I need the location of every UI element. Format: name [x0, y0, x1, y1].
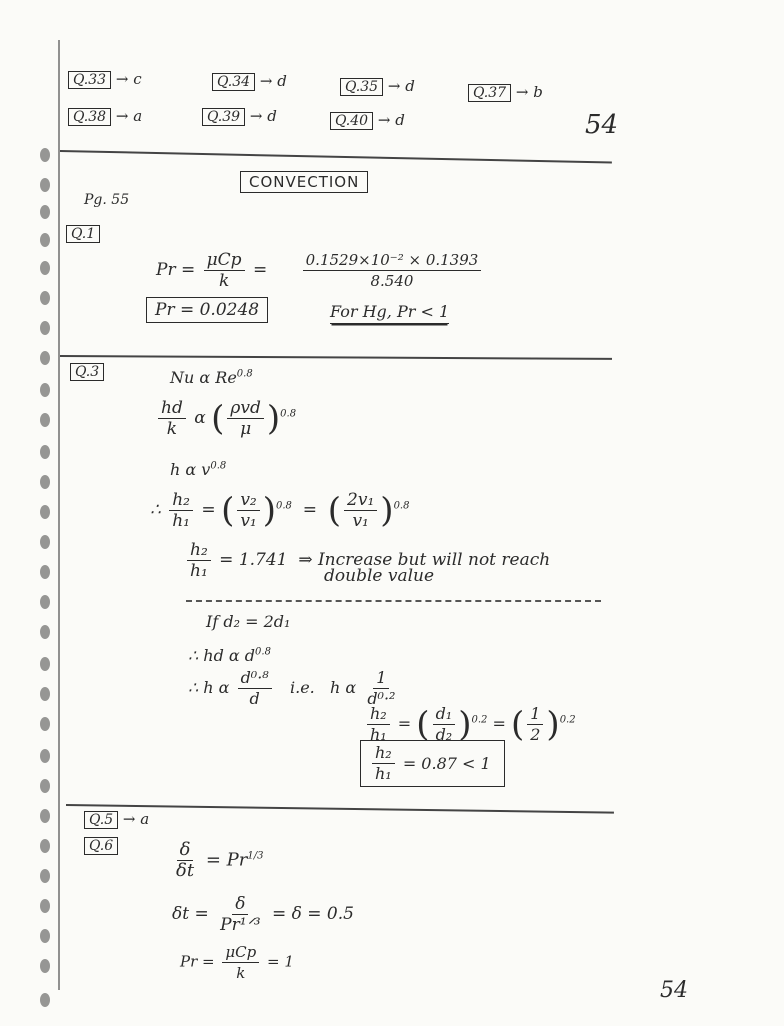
fraction: [217, 894, 263, 935]
question-label: Q.37: [468, 84, 511, 102]
fraction: [187, 540, 211, 581]
expr: = δ = 0.5: [271, 904, 354, 924]
numerator: d⁰·⁸: [238, 668, 272, 689]
arrow: →: [387, 77, 401, 95]
divider-2: [60, 355, 612, 360]
answer-letter: d: [395, 111, 405, 129]
q3-result: [360, 740, 505, 787]
eq-lhs: Pr =: [156, 260, 196, 280]
exponent: 0.8: [255, 646, 271, 658]
numerator: 2v₁: [344, 490, 377, 511]
numerator: δ: [177, 840, 194, 861]
arrow: →: [259, 72, 273, 90]
answer-letter: d: [277, 72, 287, 90]
answer-letter: d: [267, 107, 277, 125]
equals: =: [252, 260, 268, 280]
arrow: →: [377, 111, 391, 129]
fraction: [238, 668, 272, 709]
section-title: [240, 172, 368, 191]
fraction: [204, 250, 245, 291]
denominator: k: [166, 419, 178, 439]
question-label: Q.38: [68, 108, 111, 126]
denominator: d⁰·²: [367, 689, 396, 708]
fraction: [372, 743, 395, 784]
question-label: Q.6: [84, 837, 118, 855]
exponent: 0.2: [559, 714, 576, 726]
denominator: μ: [240, 419, 252, 439]
q3-line7: [188, 646, 271, 665]
q1-label: [66, 226, 100, 243]
numerator: 0.1529×10⁻² × 0.1393: [303, 250, 482, 271]
arrow: →: [122, 810, 136, 828]
q3-line1: [170, 368, 253, 387]
answer-letter: c: [133, 70, 142, 88]
q1-equation: [156, 250, 484, 291]
exponent: 0.2: [471, 714, 488, 726]
q6-line1: [170, 840, 263, 881]
answer-q38: [68, 107, 142, 126]
q3-line5b: double value: [324, 566, 435, 586]
numerator: h₂: [372, 743, 395, 764]
section-title-text: CONVECTION: [240, 171, 368, 193]
numerator: μCp: [204, 250, 245, 271]
denominator: v₁: [352, 511, 369, 531]
question-label: Q.33: [68, 71, 111, 89]
q1-note: [330, 302, 449, 321]
fraction: [173, 840, 197, 881]
denominator: 2: [530, 725, 541, 744]
exponent: 0.8: [280, 408, 297, 420]
exponent: 0.8: [393, 500, 410, 512]
fraction: [527, 704, 543, 745]
fraction: [158, 398, 186, 439]
q6-line2: [172, 894, 354, 935]
answer-letter: b: [533, 83, 543, 101]
margin-line: [58, 40, 60, 990]
denominator: v₁: [240, 511, 257, 531]
answer-q39: [202, 107, 277, 126]
expr: ∴ hd α d: [188, 646, 256, 665]
fraction: [169, 490, 193, 531]
denominator: k: [218, 271, 230, 291]
paren-close: ): [262, 490, 277, 531]
q3-label: [70, 364, 104, 381]
numerator: ρvd: [227, 398, 263, 419]
q3-line9: $\frac{\text{h₂}}{\text{h₁}}$ = ( $\frac{\text{d₁}}{\text{d₂}}$ )$^{0.2}$ = ( $\frac{1}{2}$ )$^{0.2}$: [364, 704, 576, 745]
numerator: hd: [158, 398, 186, 419]
fraction: [367, 704, 390, 745]
expr: Pr =: [180, 952, 215, 971]
question-label: Q.34: [212, 73, 255, 91]
q3-line3: [170, 460, 226, 479]
q3-line2: [155, 398, 296, 439]
expr: = Pr: [205, 849, 248, 871]
answer-q34: [212, 72, 287, 91]
answer-q37: [468, 83, 543, 102]
numerator: 1: [373, 668, 389, 689]
denominator: δt: [176, 860, 195, 881]
fraction: [303, 250, 482, 291]
q1-result: [146, 300, 268, 320]
conclusion: ⇒ Increase but will not reach: [298, 550, 551, 570]
expr: ∴ h α: [188, 678, 230, 697]
arrow: →: [115, 70, 129, 88]
numerator: v₂: [237, 490, 259, 511]
paren-open: (: [416, 704, 430, 745]
q3-line6: If d₂ = 2d₁: [206, 612, 291, 631]
arrow: →: [115, 107, 129, 125]
question-label: Q.40: [330, 112, 373, 130]
fraction: [227, 398, 263, 439]
exponent: 0.8: [236, 368, 253, 380]
denominator: h₁: [370, 725, 387, 744]
answer-letter: a: [133, 107, 143, 125]
page-number-bottom: 54: [660, 978, 688, 1003]
answer-q35: [340, 77, 415, 96]
expr: h α: [330, 678, 357, 697]
numerator: h₂: [187, 540, 211, 561]
question-label: Q.3: [70, 363, 104, 381]
answer-letter: d: [405, 77, 415, 95]
denominator: d: [249, 689, 260, 708]
page-number-top: 54: [585, 110, 619, 140]
q6-label: [84, 836, 118, 855]
divider-1: [60, 150, 612, 164]
dashed-separator: [186, 600, 601, 602]
note-text: For Hg, Pr < 1: [330, 302, 449, 324]
proportional: α: [194, 408, 206, 428]
denominator: d₂: [435, 725, 453, 744]
denominator: h₁: [172, 511, 190, 531]
numerator: h₂: [169, 490, 193, 511]
therefore: ∴: [150, 500, 161, 520]
value: = 1.741: [219, 550, 288, 570]
question-label: Q.5: [84, 811, 118, 829]
result-box: [360, 740, 505, 787]
exponent: 0.8: [276, 500, 292, 512]
numerator: h₂: [367, 704, 390, 725]
page-ref: Pg. 55: [84, 192, 130, 208]
numerator: d₁: [433, 704, 456, 725]
paren-close: ): [458, 704, 472, 745]
denominator: k: [236, 964, 246, 982]
q3-line4: ∴ $\frac{\text{h₂}}{\text{h₁}}$ = ( $\frac{\text{v₂}}{\text{v₁}}$ )$^{0.8}$ = ( $\frac{\text{2v₁}}{\text{v₁}}$ )$^{0.8}$: [150, 490, 410, 531]
value: = 0.87 < 1: [402, 754, 491, 773]
exponent: 1/3: [247, 850, 264, 862]
expr: Nu α Re: [170, 368, 237, 387]
answer-q40: [330, 111, 405, 130]
fraction: [364, 668, 398, 709]
paren-open: (: [510, 704, 525, 745]
denominator: h₁: [375, 764, 392, 783]
fraction: [222, 942, 259, 983]
numerator: μCp: [222, 942, 259, 963]
fraction: [237, 490, 259, 531]
paren-close: ): [380, 490, 394, 531]
denominator: Pr¹ᐟ³: [220, 915, 261, 935]
result-box: Pr = 0.0248: [146, 297, 268, 323]
denominator: 8.540: [370, 272, 414, 290]
arrow: →: [249, 107, 263, 125]
paren-open: (: [211, 398, 225, 439]
denominator: h₁: [190, 561, 208, 581]
question-label: Q.35: [340, 78, 383, 96]
expr: = 1: [267, 952, 294, 971]
answer-letter: a: [140, 810, 150, 828]
expr: h α v: [170, 460, 211, 479]
answer-q33: [68, 70, 142, 89]
paren-close: ): [266, 398, 281, 439]
q3-line8: [188, 668, 401, 709]
numerator: 1: [527, 704, 543, 725]
fraction: [433, 704, 456, 745]
expr: δt =: [172, 904, 209, 924]
paren-open: (: [327, 490, 342, 531]
q5-answer: [84, 810, 149, 829]
question-label: Q.1: [66, 225, 100, 243]
question-label: Q.39: [202, 108, 245, 126]
arrow: →: [515, 83, 529, 101]
q6-line3: [180, 942, 294, 983]
exponent: 0.8: [210, 460, 227, 472]
fraction: [344, 490, 377, 531]
paren-open: (: [221, 490, 235, 531]
paren-close: ): [546, 704, 560, 745]
numerator: δ: [232, 894, 248, 915]
ie: i.e.: [289, 678, 315, 697]
